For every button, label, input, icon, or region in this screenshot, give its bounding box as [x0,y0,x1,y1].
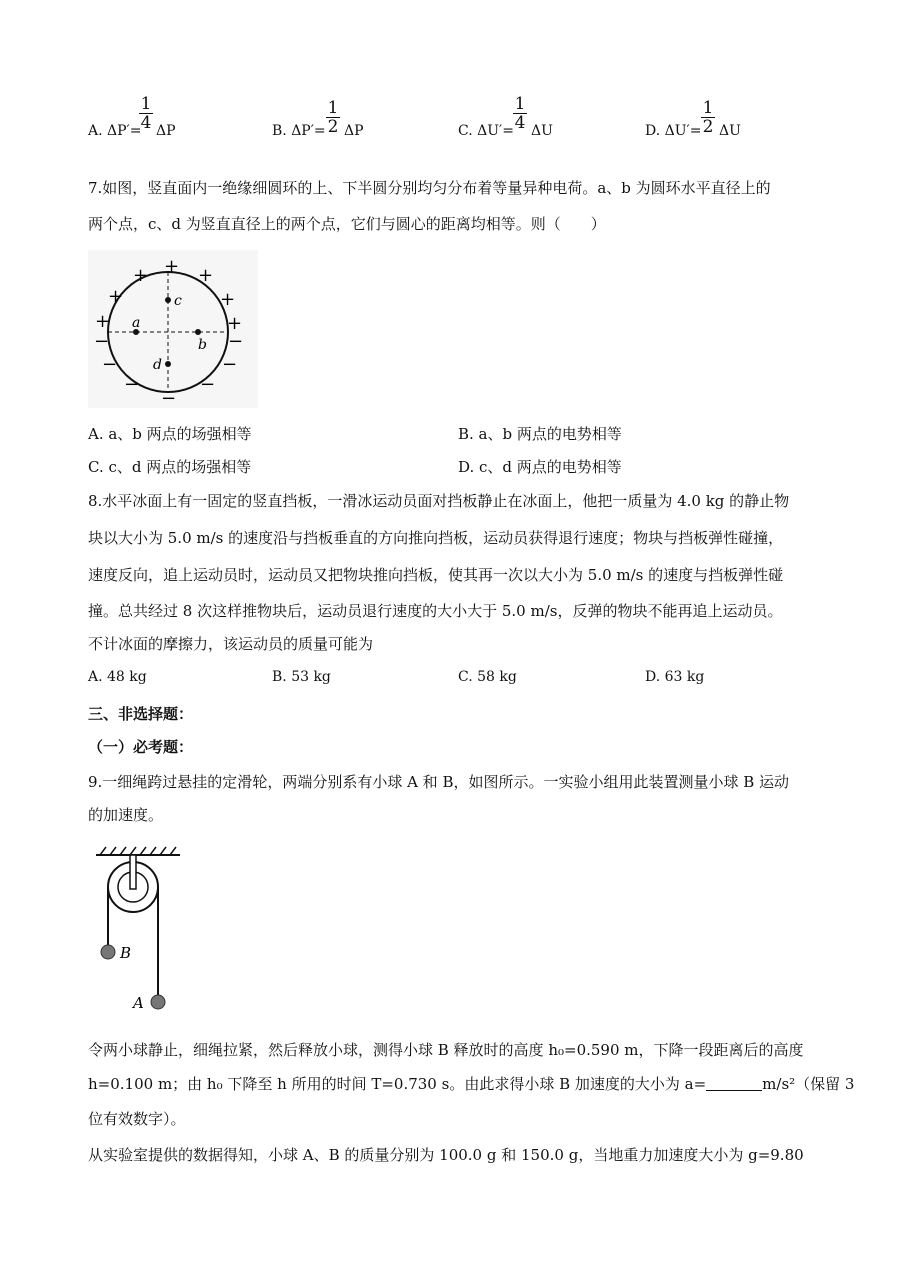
q8-line2: 块以大小为 5.0 m/s 的速度沿与挡板垂直的方向推向挡板，运动员获得退行速度；物块与挡板弹性碰撞， [88,529,784,547]
q6-option-b-fraction [326,99,340,136]
q7-plus-sign: + [198,265,214,286]
q7-option-b: B. a、b 两点的电势相等 [458,425,622,443]
q6-option-b-prefix: B. ΔP′= [272,123,326,139]
q6-option-c-numerator: 1 [514,94,526,114]
q6-option-b-denominator: 2 [327,117,339,137]
q7-option-d: D. c、d 两点的电势相等 [458,458,622,476]
q9-stem-line2: 的加速度。 [88,806,164,824]
subsection-heading: （一）必考题： [88,738,194,756]
q7-point-b [195,329,201,335]
q7-minus-sign: − [124,374,140,395]
q9-pulley-figure [92,845,184,1015]
q6-option-b-suffix: ΔP [344,123,364,139]
q6-option-c-denominator: 4 [514,113,526,133]
q7-option-c: C. c、d 两点的场强相等 [88,458,252,476]
q9-answer-blank[interactable] [706,1076,762,1091]
q7-ring-figure [88,250,258,408]
q7-point-c [165,297,171,303]
q7-point-d [165,361,171,367]
q8-line3: 速度反向，追上运动员时，运动员又把物块推向挡板，使其再一次以大小为 5.0 m/s 的速度与挡板弹性碰 [88,566,784,584]
q8-option-a: A. 48 kg [88,669,147,685]
q6-option-d-numerator: 1 [702,98,714,118]
q7-plus-sign: + [95,311,111,332]
q8-option-d: D. 63 kg [645,669,705,685]
q8-line4: 撞。总共经过 8 次这样推物块后，运动员退行速度的大小大于 5.0 m/s，反弹的物块不能再追上运动员。 [88,602,783,620]
q9-para-line2-text: h=0.100 m；由 h₀ 下降至 h 所用的时间 T=0.730 s。由此求得小球 B 加速度的大小为 a= [88,1075,707,1093]
q6-option-a-numerator: 1 [140,94,152,114]
q9-stem-line1: 9.一细绳跨过悬挂的定滑轮，两端分别系有小球 A 和 B，如图所示。一实验小组用此装置测量小球 B 运动 [88,773,790,791]
section-heading: 三、非选择题： [88,705,194,723]
q9-label-b: B [120,944,132,962]
q7-stem-line1: 7.如图，竖直面内一绝缘细圆环的上、下半圆分别均匀分布着等量异种电荷。a、b 为圆环水平直径上的 [88,179,771,197]
q7-option-a: A. a、b 两点的场强相等 [88,425,252,443]
q9-para-line2 [88,1074,854,1094]
q6-option-c-prefix: C. ΔU′= [458,123,514,139]
q9-ceiling-hatching [100,847,176,855]
q7-stem-line2: 两个点，c、d 为竖直直径上的两个点，它们与圆心的距离均相等。则（ ） [88,215,606,233]
q9-label-a: A [133,994,144,1012]
q7-label-c: c [174,293,182,309]
q7-plus-sign: + [220,289,236,310]
q9-para-line2-unit: m/s²（保留 3 [762,1075,855,1093]
q6-option-a-prefix: A. ΔP′= [88,123,142,139]
q9-para-line4: 从实验室提供的数据得知，小球 A、B 的质量分别为 100.0 g 和 150.0 g，当地重力加速度大小为 g=9.80 [88,1146,804,1164]
q7-minus-sign: − [222,354,238,375]
q6-option-d-prefix: D. ΔU′= [645,123,702,139]
q8-option-b: B. 53 kg [272,669,331,685]
q6-option-a-denominator: 4 [140,113,152,133]
q6-option-d-fraction [701,99,715,136]
q8-line5: 不计冰面的摩擦力，该运动员的质量可能为 [88,635,374,653]
q9-pulley-hanger [130,855,136,889]
q6-option-c-fraction [513,95,527,132]
q7-minus-sign: − [200,374,216,395]
q7-minus-sign: − [161,388,177,408]
q6-option-d-denominator: 2 [702,117,714,137]
q6-option-c-suffix: ΔU [531,123,553,139]
q8-line1: 8.水平冰面上有一固定的竖直挡板，一滑冰运动员面对挡板静止在冰面上，他把一质量为 4.0 kg 的静止物 [88,492,790,510]
q8-option-c: C. 58 kg [458,669,517,685]
q9-para-line1: 令两小球静止，细绳拉紧，然后释放小球，测得小球 B 释放时的高度 h₀=0.590 m，下降一段距离后的高度 [88,1041,804,1059]
q7-label-d: d [153,357,162,373]
q7-minus-sign: − [94,331,110,352]
q6-option-a-fraction [139,95,153,132]
q6-option-a-suffix: ΔP [156,123,176,139]
q6-option-d-suffix: ΔU [719,123,741,139]
q7-plus-sign: + [133,265,149,286]
q7-minus-sign: − [228,331,244,352]
q7-plus-sign: + [227,313,243,334]
q6-option-b-numerator: 1 [327,98,339,118]
q7-label-b: b [198,337,207,353]
q7-minus-sign: − [102,354,118,375]
q7-label-a: a [132,315,141,331]
q9-ball-b [101,945,115,959]
q7-plus-sign: + [164,256,180,277]
q7-plus-sign: + [108,286,124,307]
q9-para-line3: 位有效数字）。 [88,1110,186,1128]
q9-ball-a [151,995,165,1009]
